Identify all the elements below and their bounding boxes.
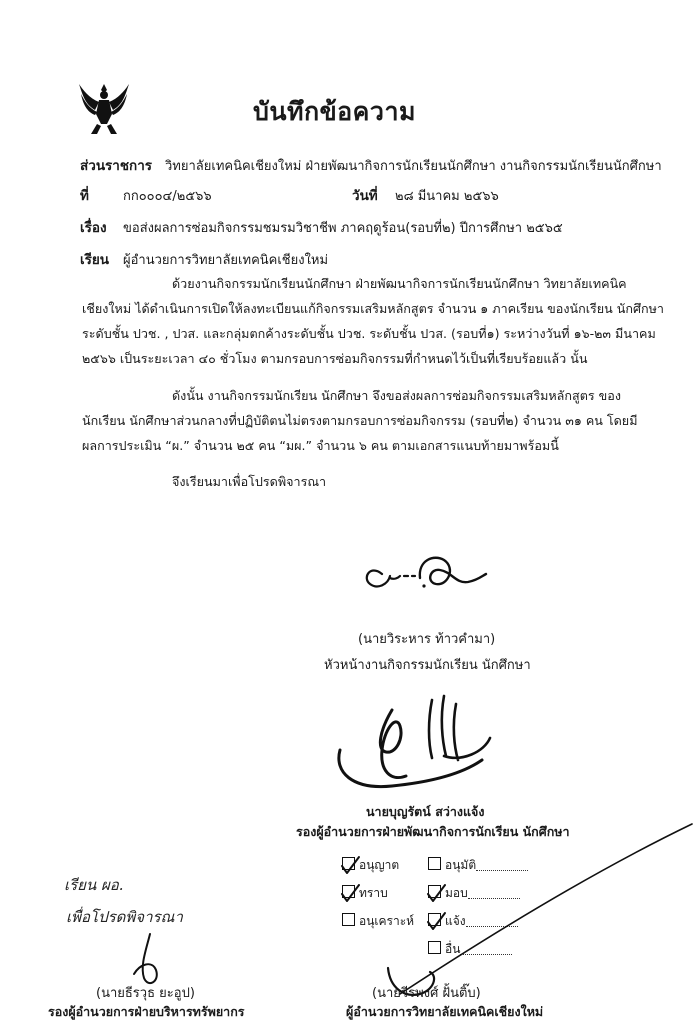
handwritten-note-line2: เพื่อโปรดพิจารณา	[66, 908, 183, 926]
para2-line2: นักเรียน นักศึกษาส่วนกลางที่ปฏิบัติตนไม่ตรงตามกรอบการซ่อมกิจกรรม (รอบที่๒) จำนวน ๓๑ คน โดยมี	[82, 413, 638, 428]
option-inform[interactable]: แจ้ง	[428, 912, 518, 931]
signature-1	[360, 548, 505, 598]
sig1-position: หัวหน้างานกิจกรรมนักเรียน นักศึกษา	[324, 658, 531, 673]
option-other[interactable]: อื่น	[428, 940, 512, 959]
signature-2	[332, 690, 512, 798]
agency-value: วิทยาลัยเทคนิคเชียงใหม่ ฝ่ายพัฒนากิจการนักเรียนนักศึกษา งานกิจกรรมนักเรียนนักศึกษา	[165, 159, 662, 174]
handwritten-note-line1: เรียน ผอ.	[64, 876, 124, 894]
sig2-name: นายบุญรัตน์ สว่างแจ้ง	[366, 804, 485, 819]
sig3-name: (นายธีรวุธ ยะอูป)	[96, 986, 195, 1001]
sig2-position: รองผู้อำนวยการฝ่ายพัฒนากิจการนักเรียน นักศึกษา	[296, 824, 570, 839]
date-label: วันที่	[352, 188, 378, 204]
para1-line4: ๒๕๖๖ เป็นระยะเวลา ๔๐ ชั่วโมง ตามกรอบการซ่อมกิจกรรมที่กำหนดไว้เป็นที่เรียบร้อยแล้ว นั้น	[82, 351, 588, 366]
para2-line3: ผลการประเมิน “ผ.” จำนวน ๒๕ คน “มผ.” จำนวน ๖ คน ตามเอกสารแนบท้ายมาพร้อมนี้	[82, 438, 559, 453]
sig4-position: ผู้อำนวยการวิทยาลัยเทคนิคเชียงใหม่	[346, 1004, 544, 1019]
ref-value: กก๐๐๐๔/๒๕๖๖	[123, 189, 212, 204]
to-value: ผู้อำนวยการวิทยาลัยเทคนิคเชียงใหม่	[123, 253, 329, 268]
memo-title: บันทึกข้อความ	[253, 97, 416, 126]
para2-line1: ดังนั้น งานกิจกรรมนักเรียน นักศึกษา จึงขอส่งผลการซ่อมกิจกรรมเสริมหลักสูตร ของ	[172, 388, 621, 403]
sig1-name: (นายวิระหาร ท้าวคำมา)	[358, 632, 496, 647]
signature-3	[110, 930, 190, 990]
para1-line1: ด้วยงานกิจกรรมนักเรียนนักศึกษา ฝ่ายพัฒนากิจการนักเรียนนักศึกษา วิทยาลัยเทคนิค	[172, 276, 627, 291]
option-assign[interactable]: มอบ	[428, 884, 520, 903]
option-approve[interactable]: อนุมัติ	[428, 856, 528, 875]
ref-label: ที่	[80, 188, 89, 204]
to-label: เรียน	[80, 252, 110, 268]
subject-label: เรื่อง	[80, 220, 107, 236]
option-acknowledge[interactable]: ทราบ	[342, 884, 388, 903]
agency-label: ส่วนราชการ	[80, 158, 153, 174]
para1-line2: เชียงใหม่ ได้ดำเนินการเปิดให้ลงทะเบียนแก้กิจกรรมเสริมหลักสูตร จำนวน ๑ ภาคเรียน ของนักเรียน นักศึกษา	[82, 301, 665, 316]
sig3-position: รองผู้อำนวยการฝ่ายบริหารทรัพยากร	[48, 1004, 245, 1019]
garuda-emblem-icon	[77, 80, 131, 138]
closing-text: จึงเรียนมาเพื่อโปรดพิจารณา	[172, 474, 327, 489]
option-support[interactable]: อนุเคราะห์	[342, 912, 414, 931]
sig4-name: (นายวีรพงศ์ ฝั้นติ๊บ)	[372, 986, 481, 1001]
para1-line3: ระดับชั้น ปวช. , ปวส. และกลุ่มตกค้างระดับชั้น ปวช. ระดับชั้น ปวส. (รอบที่๑) ระหว่างวันที่ ๑๖-๒๓ มีนาคม	[82, 326, 656, 341]
date-value: ๒๘ มีนาคม ๒๕๖๖	[395, 189, 499, 204]
subject-value: ขอส่งผลการซ่อมกิจกรรมชมรมวิชาชีพ ภาคฤดูร้อน(รอบที่๒) ปีการศึกษา ๒๕๖๕	[123, 221, 563, 236]
option-approve-permit[interactable]: อนุญาต	[342, 856, 399, 875]
